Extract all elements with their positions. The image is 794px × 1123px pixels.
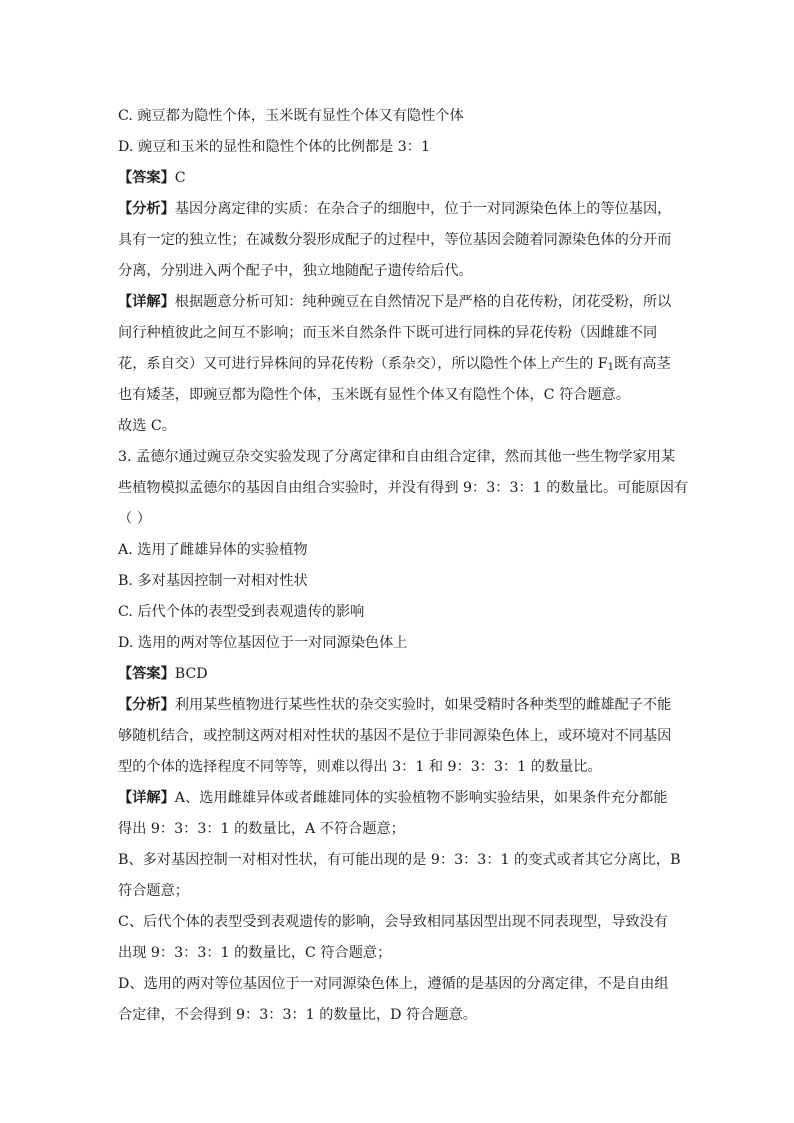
q3-analysis-line: 够随机结合，或控制这两对相对性状的基因不是位于非同源染色体上，或环境对不同基因 <box>118 728 672 744</box>
q3-detail-line: 【详解】A、选用雌雄异体或者雌雄同体的实验植物不影响实验结果，如果条件充分都能 <box>118 790 668 806</box>
q3-option-d: D. 选用的两对等位基因位于一对同源染色体上 <box>118 635 408 651</box>
q3-detail-line: D、选用的两对等位基因位于一对同源染色体上，遵循的是基因的分离定律，不是自由组 <box>118 976 669 992</box>
q3-option-a: A. 选用了雌雄异体的实验植物 <box>118 542 308 558</box>
q3-answer <box>118 659 678 690</box>
document-page <box>118 101 689 1031</box>
q2-analysis-line: 具有一定的独立性；在减数分裂形成配子的过程中，等位基因会随着同源染色体的分开而 <box>118 232 672 248</box>
q2-answer <box>118 163 678 194</box>
answer-tag: 【答案】 <box>118 666 175 682</box>
answer-value: BCD <box>174 666 208 682</box>
q2-detail-line: 花，系自交）又可进行异株间的异花传粉（系杂交），所以隐性个体上产生的 $F_1$既有高茎 <box>118 356 671 373</box>
q3-detail-line: 出现 9：3：3：1 的数量比，C 符合题意； <box>118 945 392 961</box>
q3-option-c: C. 后代个体的表型受到表观遗传的影响 <box>118 604 365 620</box>
detail-tag: 【详解】 <box>118 790 175 806</box>
q2-detail-line: 间行种植彼此之间互不影响；而玉米自然条件下既可进行同株的异花传粉（因雌雄不同 <box>118 325 658 341</box>
q3-stem-line: 3. 孟德尔通过豌豆杂交实验发现了分离定律和自由组合定律，然而其他一些生物学家用某 <box>118 449 676 465</box>
analysis-tag: 【分析】 <box>118 697 175 713</box>
q2-analysis-line: 【分析】基因分离定律的实质：在杂合子的细胞中，位于一对同源染色体上的等位基因， <box>118 201 672 217</box>
q3-detail-line: C、后代个体的表型受到表观遗传的影响，会导致相同基因型出现不同表现型，导致没有 <box>118 914 668 930</box>
answer-value: C <box>174 170 186 186</box>
q3-option-b: B. 多对基因控制一对相对性状 <box>118 573 308 589</box>
q2-conclusion: 故选 C。 <box>118 418 176 434</box>
q2-analysis-line: 分离，分别进入两个配子中，独立地随配子遗传给后代。 <box>118 263 473 279</box>
q3-analysis-line: 【分析】利用某些植物进行某些性状的杂交实验时，如果受精时各种类型的雌雄配子不能 <box>118 697 672 713</box>
q3-detail-line: 合定律，不会得到 9：3：3：1 的数量比，D 符合题意。 <box>118 1007 477 1023</box>
q2-option-d: D. 豌豆和玉米的显性和隐性个体的比例都是 3：1 <box>118 139 431 155</box>
analysis-tag: 【分析】 <box>118 201 175 217</box>
q2-detail-line: 也有矮茎，即豌豆都为隐性个体，玉米既有显性个体又有隐性个体，C 符合题意。 <box>118 387 630 403</box>
q2-option-c: C. 豌豆都为隐性个体，玉米既有显性个体又有隐性个体 <box>118 108 464 124</box>
q3-detail-line: 得出 9：3：3：1 的数量比，A 不符合题意； <box>118 821 405 837</box>
answer-tag: 【答案】 <box>118 170 175 186</box>
f1-subscript: 1 <box>607 362 615 373</box>
detail-tag: 【详解】 <box>118 294 175 310</box>
q2-detail-line: 【详解】根据题意分析可知：纯种豌豆在自然情况下是严格的自花传粉，闭花受粉，所以 <box>118 294 672 310</box>
q3-detail-line: 符合题意； <box>118 883 189 899</box>
q3-detail-line: B、多对基因控制一对相对性状，有可能出现的是 9：3：3：1 的变式或者其它分离比，B <box>118 852 681 868</box>
q3-analysis-line: 型的个体的选择程度不同等等，则难以得出 3：1 和 9：3：3：1 的数量比。 <box>118 759 602 775</box>
q3-stem-line: （ ） <box>118 511 151 527</box>
q3-stem-line: 些植物模拟孟德尔的基因自由组合实验时，并没有得到 9：3：3：1 的数量比。可能原因有 <box>118 480 689 496</box>
